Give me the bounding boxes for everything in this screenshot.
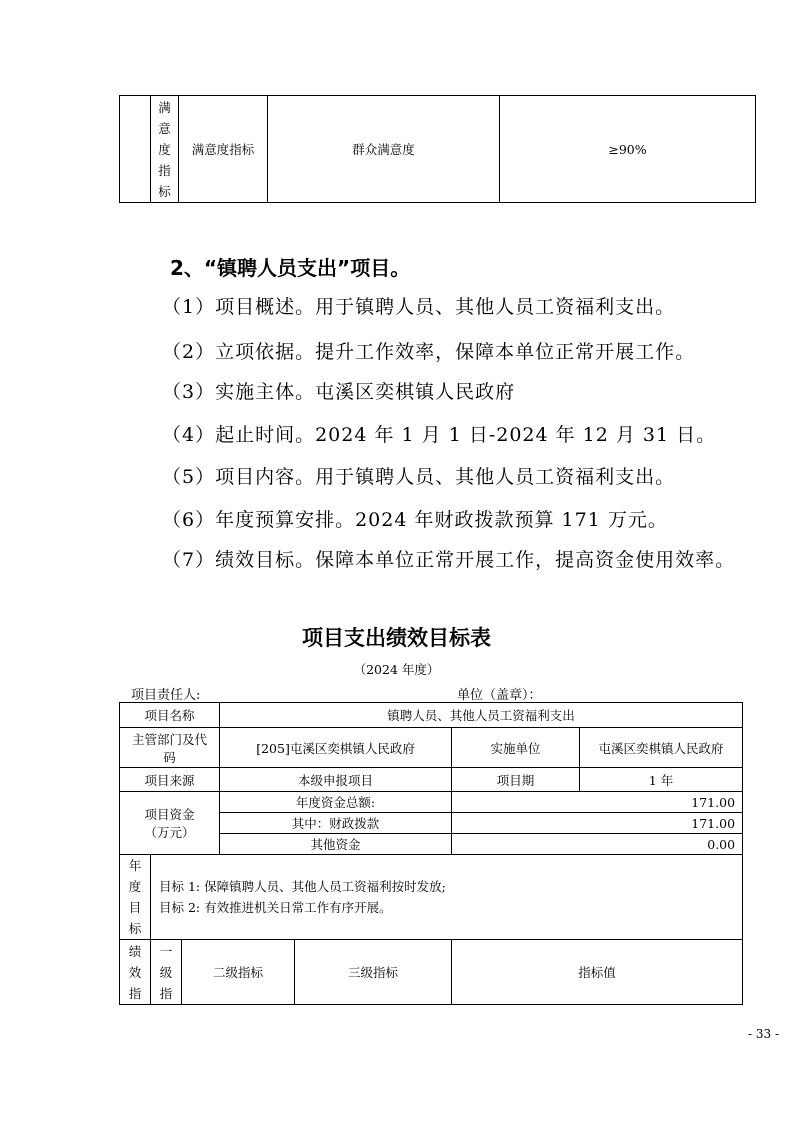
year-label: （2024 年度） xyxy=(353,662,440,677)
period-value: 1 年 xyxy=(580,768,743,792)
funds-label: 项目资金 （万元） xyxy=(120,792,220,855)
total-funds-value: 171.00 xyxy=(452,792,743,813)
performance-goal-table xyxy=(119,702,743,1005)
other-funds-value: 0.00 xyxy=(452,834,743,855)
indicator-value-label: 指标值 xyxy=(452,940,743,1005)
goal-2: 目标 2: 有效推进机关日常工作有序开展。 xyxy=(159,900,392,915)
paragraph-budget: （6）年度预算安排。2024 年财政拨款预算 171 万元。 xyxy=(162,509,668,531)
indicator-value-cell: ≥90% xyxy=(500,96,756,203)
project-name-label: 项目名称 xyxy=(120,703,220,728)
blank-cell xyxy=(120,96,151,203)
goal-1: 目标 1: 保障镇聘人员、其他人员工资福利按时发放; xyxy=(159,879,446,894)
level2-indicator-label: 二级指标 xyxy=(182,940,295,1005)
project-name-value: 镇聘人员、其他人员工资福利支出 xyxy=(220,703,743,728)
dept-label: 主管部门及代 码 xyxy=(120,728,220,768)
paragraph-goal: （7）绩效目标。保障本单位正常开展工作，提高资金使用效率。 xyxy=(162,549,736,571)
section-heading: 2、“镇聘人员支出”项目。 xyxy=(170,256,411,280)
annual-goal-content xyxy=(151,855,743,940)
paragraph-basis: （2）立项依据。提升工作效率，保障本单位正常开展工作。 xyxy=(162,341,696,363)
source-label: 项目来源 xyxy=(120,768,220,792)
impl-unit-value: 屯溪区奕棋镇人民政府 xyxy=(580,728,743,768)
total-funds-label: 年度资金总额: xyxy=(220,792,452,813)
level1-indicator-label: 一级指 xyxy=(151,940,182,1005)
performance-indicator-label: 绩效指 xyxy=(120,940,151,1005)
responsible-person-label: 项目责任人: xyxy=(131,688,201,703)
paragraph-overview: （1）项目概述。用于镇聘人员、其他人员工资福利支出。 xyxy=(162,296,676,318)
table-title: 项目支出绩效目标表 xyxy=(302,626,491,650)
indicator-name-cell: 群众满意度 xyxy=(268,96,500,203)
annual-goal-label: 年度目标 xyxy=(120,855,151,940)
page-number: - 33 - xyxy=(748,1027,780,1041)
paragraph-period: （4）起止时间。2024 年 1 月 1 日-2024 年 12 月 31 日。 xyxy=(162,424,717,446)
fiscal-funds-value: 171.00 xyxy=(452,813,743,834)
paragraph-content: （5）项目内容。用于镇聘人员、其他人员工资福利支出。 xyxy=(162,466,676,488)
vertical-satisfaction-label: 满意度指标 xyxy=(151,96,179,203)
fiscal-funds-label: 其中：财政拨款 xyxy=(220,813,452,834)
period-label: 项目期 xyxy=(452,768,580,792)
satisfaction-indicator-table xyxy=(119,95,756,203)
source-value: 本级申报项目 xyxy=(220,768,452,792)
unit-stamp-label: 单位（盖章）： xyxy=(457,688,542,703)
impl-unit-label: 实施单位 xyxy=(452,728,580,768)
indicator-type-cell: 满意度指标 xyxy=(179,96,268,203)
other-funds-label: 其他资金 xyxy=(220,834,452,855)
paragraph-entity: （3）实施主体。屯溪区奕棋镇人民政府 xyxy=(162,381,516,403)
dept-value: [205]屯溪区奕棋镇人民政府 xyxy=(220,728,452,768)
level3-indicator-label: 三级指标 xyxy=(295,940,452,1005)
